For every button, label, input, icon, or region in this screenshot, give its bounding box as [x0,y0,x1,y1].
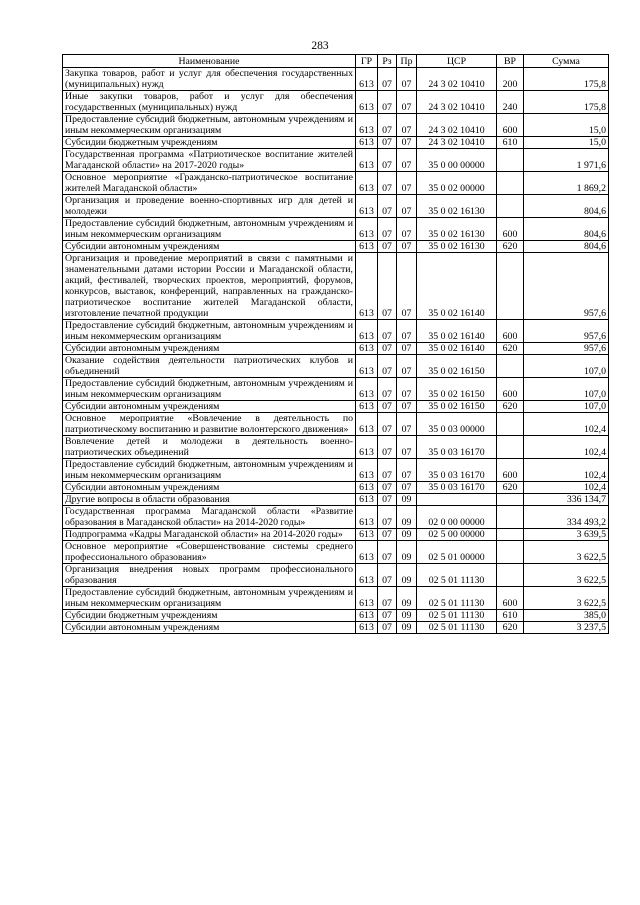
row-gr: 613 [356,541,378,564]
row-sum: 1 971,6 [524,149,609,172]
row-gr: 613 [356,68,378,91]
row-name: Иные закупки товаров, работ и услуг для обеспечения государственных (муниципальных) нужд [63,91,356,114]
row-rz: 07 [378,436,397,459]
row-csr: 24 3 02 10410 [417,137,497,149]
row-sum: 804,6 [524,241,609,253]
table-row [63,459,609,482]
row-pr: 07 [397,343,417,355]
row-pr: 07 [397,241,417,253]
header-rz: Рз [378,55,397,68]
row-gr: 613 [356,529,378,541]
row-csr: 24 3 02 10410 [417,114,497,137]
row-name: Государственная программа «Патриотическое воспитание жителей Магаданской области» на 2017-2020 годы» [63,149,356,172]
row-vr: 600 [497,459,524,482]
row-sum: 102,4 [524,436,609,459]
table-row [63,482,609,494]
row-pr: 07 [397,114,417,137]
row-rz: 07 [378,413,397,436]
row-vr: 200 [497,68,524,91]
table-row [63,343,609,355]
table-row [63,114,609,137]
row-name: Субсидии бюджетным учреждениям [63,610,356,622]
row-name: Организация и проведение мероприятий в связи с памятными и знаменательными датами истории России и Магаданской области, акций, фестивалей, творческих проектов, мероприятий, форумов, конкурсов, выставок, конференций, направленных на гражданско-патриотическое воспитание жителей Магаданской области, изготовление печатной продукции [63,253,356,320]
row-pr: 07 [397,172,417,195]
row-vr [497,413,524,436]
row-sum: 3 622,5 [524,541,609,564]
row-sum: 3 622,5 [524,587,609,610]
row-sum: 385,0 [524,610,609,622]
row-sum: 175,8 [524,68,609,91]
row-pr: 07 [397,401,417,413]
row-sum: 3 237,5 [524,622,609,634]
row-pr: 07 [397,436,417,459]
row-vr: 600 [497,218,524,241]
row-csr: 35 0 02 16140 [417,320,497,343]
budget-table [62,54,609,634]
row-pr: 09 [397,610,417,622]
row-gr: 613 [356,401,378,413]
row-csr: 35 0 00 00000 [417,149,497,172]
table-row [63,355,609,378]
row-csr: 35 0 03 16170 [417,436,497,459]
row-rz: 07 [378,253,397,320]
row-csr: 02 0 00 00000 [417,506,497,529]
row-vr [497,172,524,195]
row-gr: 613 [356,241,378,253]
table-row [63,436,609,459]
row-gr: 613 [356,610,378,622]
table-row [63,91,609,114]
row-name: Предоставление субсидий бюджетным, автономным учреждениям и иным некоммерческим организациям [63,587,356,610]
row-csr: 35 0 03 16170 [417,459,497,482]
row-pr: 07 [397,195,417,218]
table-row [63,320,609,343]
row-gr: 613 [356,114,378,137]
row-csr: 02 5 01 00000 [417,541,497,564]
row-pr: 07 [397,355,417,378]
row-vr [497,149,524,172]
row-vr [497,355,524,378]
row-vr: 600 [497,320,524,343]
row-vr: 620 [497,343,524,355]
row-name: Другие вопросы в области образования [63,494,356,506]
row-csr: 35 0 03 16170 [417,482,497,494]
row-gr: 613 [356,343,378,355]
row-sum: 107,0 [524,355,609,378]
row-pr: 07 [397,482,417,494]
row-name: Организация и проведение военно-спортивных игр для детей и молодежи [63,195,356,218]
row-sum: 175,8 [524,91,609,114]
row-gr: 613 [356,355,378,378]
row-csr: 35 0 02 16130 [417,241,497,253]
row-pr: 09 [397,529,417,541]
row-vr: 620 [497,622,524,634]
row-vr [497,529,524,541]
row-sum: 107,0 [524,401,609,413]
row-sum: 957,6 [524,253,609,320]
row-pr: 07 [397,320,417,343]
row-rz: 07 [378,459,397,482]
row-csr: 02 5 01 11130 [417,587,497,610]
row-name: Государственная программа Магаданской области «Развитие образования в Магаданской области» на 2014-2020 годы» [63,506,356,529]
row-pr: 07 [397,459,417,482]
row-csr: 35 0 02 16150 [417,378,497,401]
row-sum: 107,0 [524,378,609,401]
row-gr: 613 [356,253,378,320]
table-body [63,68,609,634]
row-rz: 07 [378,195,397,218]
row-vr [497,541,524,564]
row-rz: 07 [378,529,397,541]
row-csr: 24 3 02 10410 [417,91,497,114]
row-csr: 35 0 02 16130 [417,218,497,241]
row-name: Субсидии автономным учреждениям [63,343,356,355]
row-pr: 09 [397,541,417,564]
row-vr: 600 [497,114,524,137]
row-name: Субсидии бюджетным учреждениям [63,137,356,149]
row-rz: 07 [378,355,397,378]
row-sum: 102,4 [524,459,609,482]
row-rz: 07 [378,172,397,195]
row-csr: 02 5 01 11130 [417,564,497,587]
row-sum: 1 869,2 [524,172,609,195]
row-vr: 620 [497,401,524,413]
row-pr: 07 [397,413,417,436]
row-csr: 35 0 02 16130 [417,195,497,218]
row-gr: 613 [356,436,378,459]
row-csr: 35 0 03 00000 [417,413,497,436]
row-rz: 07 [378,622,397,634]
table-row [63,564,609,587]
row-vr: 600 [497,587,524,610]
row-rz: 07 [378,564,397,587]
row-vr [497,253,524,320]
row-sum: 804,6 [524,218,609,241]
row-rz: 07 [378,114,397,137]
row-sum: 804,6 [524,195,609,218]
row-sum: 957,6 [524,343,609,355]
table-row [63,401,609,413]
table-row [63,610,609,622]
table-header-row [63,55,609,68]
row-sum: 3 639,5 [524,529,609,541]
row-rz: 07 [378,494,397,506]
row-gr: 613 [356,378,378,401]
row-name: Основное мероприятие «Гражданско-патриотическое воспитание жителей Магаданской области» [63,172,356,195]
table-row [63,137,609,149]
row-gr: 613 [356,482,378,494]
table-row [63,506,609,529]
row-gr: 613 [356,506,378,529]
header-name: Наименование [63,55,356,68]
row-csr: 02 5 01 11130 [417,622,497,634]
row-rz: 07 [378,149,397,172]
row-vr [497,564,524,587]
table-row [63,172,609,195]
row-sum: 102,4 [524,413,609,436]
row-sum: 15,0 [524,114,609,137]
table-row [63,253,609,320]
row-name: Субсидии автономным учреждениям [63,482,356,494]
row-rz: 07 [378,401,397,413]
row-pr: 07 [397,149,417,172]
row-csr: 02 5 00 00000 [417,529,497,541]
row-csr: 24 3 02 10410 [417,68,497,91]
row-gr: 613 [356,413,378,436]
row-gr: 613 [356,172,378,195]
row-gr: 613 [356,494,378,506]
row-pr: 09 [397,622,417,634]
table-row [63,622,609,634]
row-gr: 613 [356,320,378,343]
header-pr: Пр [397,55,417,68]
table-row [63,241,609,253]
row-vr [497,195,524,218]
row-name: Предоставление субсидий бюджетным, автономным учреждениям и иным некоммерческим организациям [63,320,356,343]
row-pr: 07 [397,378,417,401]
row-rz: 07 [378,482,397,494]
row-pr: 09 [397,564,417,587]
row-csr: 35 0 02 16150 [417,401,497,413]
row-name: Предоставление субсидий бюджетным, автономным учреждениям и иным некоммерческим организациям [63,459,356,482]
row-vr [497,436,524,459]
row-name: Предоставление субсидий бюджетным, автономным учреждениям и иным некоммерческим организациям [63,218,356,241]
row-vr: 620 [497,482,524,494]
row-pr: 07 [397,91,417,114]
row-sum: 3 622,5 [524,564,609,587]
row-name: Подпрограмма «Кадры Магаданской области» на 2014-2020 годы» [63,529,356,541]
table-row [63,587,609,610]
row-name: Вовлечение детей и молодежи в деятельность военно-патриотических объединений [63,436,356,459]
row-name: Субсидии автономным учреждениям [63,622,356,634]
header-vr: ВР [497,55,524,68]
row-vr: 600 [497,378,524,401]
table-row [63,529,609,541]
row-name: Основное мероприятие «Вовлечение в деятельность по патриотическому воспитанию и развитие волонтерского движения» [63,413,356,436]
row-vr: 240 [497,91,524,114]
header-sum: Сумма [524,55,609,68]
row-gr: 613 [356,587,378,610]
row-csr: 35 0 02 16140 [417,343,497,355]
row-gr: 613 [356,218,378,241]
row-vr [497,506,524,529]
row-name: Организация внедрения новых программ профессионального образования [63,564,356,587]
row-csr: 35 0 02 00000 [417,172,497,195]
row-name: Оказание содействия деятельности патриотических клубов и объединений [63,355,356,378]
row-rz: 07 [378,241,397,253]
row-gr: 613 [356,622,378,634]
table-row [63,68,609,91]
row-pr: 09 [397,506,417,529]
row-pr: 07 [397,137,417,149]
row-gr: 613 [356,149,378,172]
row-csr: 35 0 02 16140 [417,253,497,320]
row-rz: 07 [378,218,397,241]
table-row [63,413,609,436]
row-pr: 09 [397,494,417,506]
row-vr: 610 [497,610,524,622]
row-gr: 613 [356,91,378,114]
table-row [63,195,609,218]
row-gr: 613 [356,564,378,587]
row-name: Субсидии автономным учреждениям [63,241,356,253]
row-csr: 35 0 02 16150 [417,355,497,378]
row-rz: 07 [378,68,397,91]
row-sum: 957,6 [524,320,609,343]
row-sum: 334 493,2 [524,506,609,529]
row-rz: 07 [378,541,397,564]
row-pr: 07 [397,218,417,241]
row-rz: 07 [378,137,397,149]
row-vr [497,494,524,506]
row-rz: 07 [378,91,397,114]
row-pr: 07 [397,68,417,91]
row-vr: 620 [497,241,524,253]
row-pr: 09 [397,587,417,610]
page-number: 283 [311,40,329,52]
table-row [63,218,609,241]
row-name: Предоставление субсидий бюджетным, автономным учреждениям и иным некоммерческим организациям [63,378,356,401]
row-gr: 613 [356,459,378,482]
row-csr: 02 5 01 11130 [417,610,497,622]
row-rz: 07 [378,378,397,401]
table-row [63,149,609,172]
row-pr: 07 [397,253,417,320]
row-rz: 07 [378,320,397,343]
row-sum: 15,0 [524,137,609,149]
row-rz: 07 [378,610,397,622]
row-gr: 613 [356,137,378,149]
row-gr: 613 [356,195,378,218]
header-gr: ГР [356,55,378,68]
row-name: Основное мероприятие «Совершенствование системы среднего профессионального образования» [63,541,356,564]
table-row [63,541,609,564]
table-row [63,378,609,401]
row-name: Закупка товаров, работ и услуг для обеспечения государственных (муниципальных) нужд [63,68,356,91]
table-row [63,494,609,506]
row-sum: 336 134,7 [524,494,609,506]
header-csr: ЦСР [417,55,497,68]
row-sum: 102,4 [524,482,609,494]
row-rz: 07 [378,506,397,529]
row-rz: 07 [378,587,397,610]
row-name: Субсидии автономным учреждениям [63,401,356,413]
row-rz: 07 [378,343,397,355]
row-name: Предоставление субсидий бюджетным, автономным учреждениям и иным некоммерческим организациям [63,114,356,137]
row-csr [417,494,497,506]
row-vr: 610 [497,137,524,149]
